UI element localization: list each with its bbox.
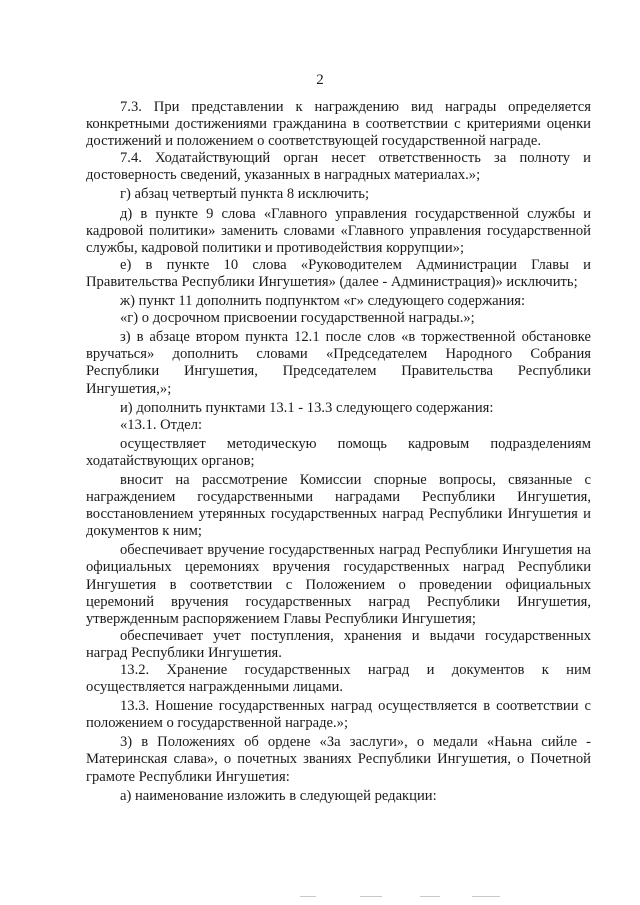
paragraph-a: а) наименование изложить в следующей редакции:	[120, 787, 437, 804]
paragraph-g-quote: «г) о досрочном присвоении государственной награды.»;	[120, 310, 475, 327]
scan-artifact	[300, 896, 316, 897]
scan-artifact	[472, 896, 500, 897]
paragraph-commission: вносит на рассмотрение Комиссии спорные вопросы, связанные с награждением государственными наградами Республики Ингушетия, восстановлением утерянных государственных наград Республики Ингушетия и документов к ним;	[86, 471, 591, 540]
paragraph-13-2: 13.2. Хранение государственных наград и документов к ним осуществляется награжденными лицами.	[86, 662, 591, 696]
page-number: 2	[316, 72, 324, 88]
document-body	[86, 99, 591, 805]
paragraph-ceremonies: обеспечивает вручение государственных наград Республики Ингушетия на официальных церемониях вручения государственных наград Республики Ингушетия в соответствии с Положением о проведении официальных церемоний вручения государственных наград Республики Ингушетия, утвержденным распоряжением Главы Республики Ингушетия;	[86, 542, 591, 627]
paragraph-d: д) в пункте 9 слова «Главного управления государственной службы и кадровой политики» заменить словами «Главного управления государственной службы, кадровой политики и противодействия коррупции»;	[86, 205, 591, 256]
paragraph-accounting: обеспечивает учет поступления, хранения и выдачи государственных наград Республики Ингушетия.	[86, 627, 591, 661]
paragraph-zh: ж) пункт 11 дополнить подпунктом «г» следующего содержания:	[120, 293, 526, 310]
paragraph-13-3: 13.3. Ношение государственных наград осуществляется в соответствии с положением о государственной награде.»;	[86, 698, 591, 732]
paragraph-7-4: 7.4. Ходатайствующий орган несет ответственность за полноту и достоверность сведений, указанных в наградных материалах.»;	[86, 150, 591, 184]
scan-artifact	[360, 896, 382, 897]
paragraph-g: г) абзац четвертый пункта 8 исключить;	[120, 186, 370, 203]
paragraph-methodical-help: осуществляет методическую помощь кадровым подразделениям ходатайствующих органов;	[86, 435, 591, 469]
scan-artifact	[420, 896, 440, 897]
paragraph-3: 3) в Положениях об ордене «За заслуги», о медали «Наьна сийле - Материнская слава», о почетных званиях Республики Ингушетия, о Почетной грамоте Республики Ингушетия:	[86, 734, 591, 785]
paragraph-z: з) в абзаце втором пункта 12.1 после слов «в торжественной обстановке вручаться» дополнить словами «Председателем Народного Собрания Республики Ингушетия, Председателем Правительства Республики Ингушетия,»;	[86, 329, 591, 397]
paragraph-i: и) дополнить пунктами 13.1 - 13.3 следующего содержания:	[120, 399, 494, 416]
paragraph-7-3: 7.3. При представлении к награждению вид награды определяется конкретными достижениями гражданина в соответствии с критериями оценки достижений и положением о соответствующей государственной награде.	[86, 99, 591, 150]
paragraph-13-1: «13.1. Отдел:	[120, 416, 203, 433]
paragraph-e: е) в пункте 10 слова «Руководителем Администрации Главы и Правительства Республики Ингушетия» (далее - Администрация)» исключить;	[86, 256, 591, 290]
